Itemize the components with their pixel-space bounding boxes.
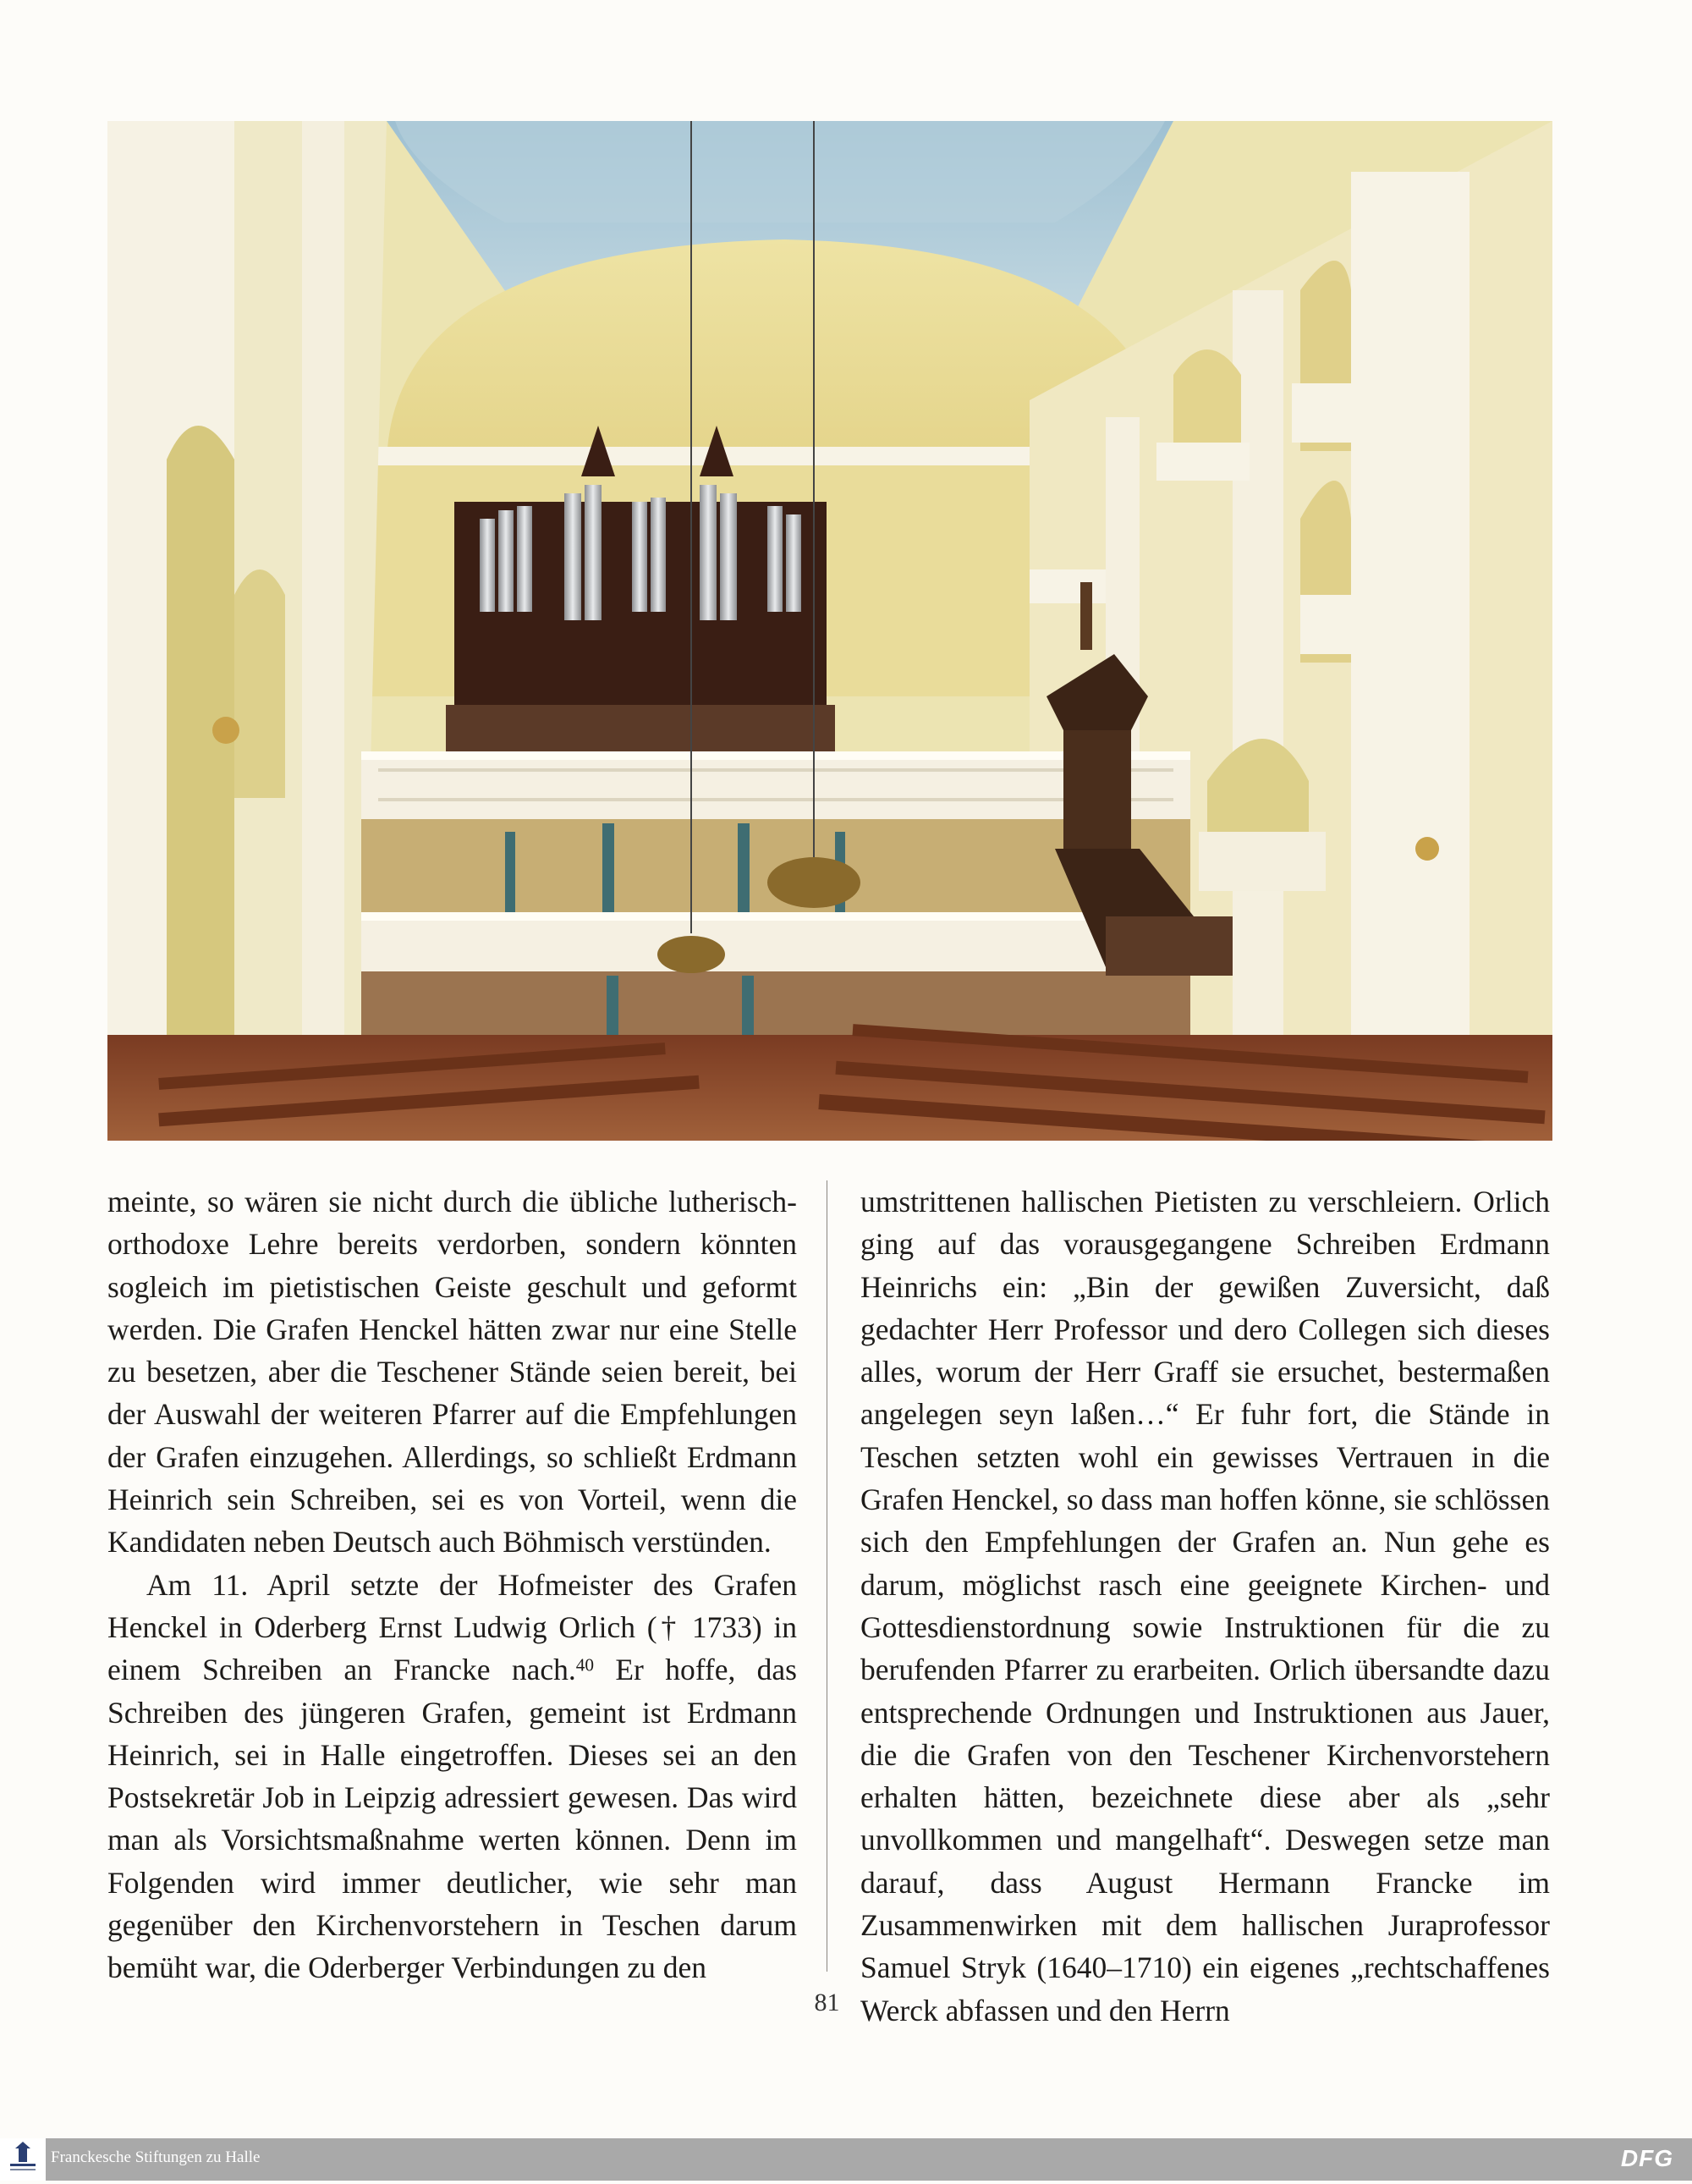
footer-bar xyxy=(0,2138,1692,2181)
dfg-logo: DFG xyxy=(1620,2145,1673,2171)
right-text-column xyxy=(860,1180,1550,2032)
footnote-marker: 40 xyxy=(575,1654,595,1675)
page-number: 81 xyxy=(814,1989,840,2016)
church-interior-photo xyxy=(107,121,1552,1141)
institution-logo-icon xyxy=(0,2138,46,2181)
paragraph: meinte, so wären sie nicht durch die übliche lutherisch-orthodoxe Lehre bereits verdorben, sondern könnten sogleich im pietistischen Geiste geschult und geformt werden. Die Grafen Henckel hätten zwar nur eine Stelle zu besetzen, aber die Teschener Stände seien bereit, bei der Auswahl der weiteren Pfarrer auf die Empfehlungen der Grafen einzugehen. Allerdings, so schließt Erdmann Heinrich sein Schreiben, sei es von Vorteil, wenn die Kandidaten neben Deutsch auch Böhmisch verstünden. xyxy=(107,1185,797,1560)
church-interior-illustration xyxy=(107,121,1552,1141)
paragraph-text: Am 11. April setzte der Hofmeister des Grafen Henckel in Oderberg Ernst Ludwig Orlich († 1733) in einem Schreiben an Francke nach. xyxy=(107,1567,797,1687)
footer-institution: Franckesche Stiftungen zu Halle xyxy=(51,2148,261,2166)
paragraph-text: Er hoffe, das Schreiben des jüngeren Grafen, gemeint ist Erdmann Heinrich, sei in Halle eingetroffen. Dieses sei an den Postsekretär Job in Leipzig adressiert gewesen. Das wird man als Vorsichtsmaßnahme werten können. Denn im Folgenden wird immer deutlicher, wie sehr man gegenüber den Kirchenvorstehern in Teschen darum bemüht war, die Oderberger Verbindungen zu den xyxy=(107,1653,798,1985)
paragraph: umstrittenen hallischen Pietisten zu verschleiern. Orlich ging auf das vorausgegangene Schreiben Erdmann Heinrichs ein: „Bin der gewißen Zuversicht, daß gedachter Herr Professor und dero Collegen sich dieses alles, worum der Herr Graff sie ersuchet, bestermaßen angelegen seyn laßen…“ Er fuhr fort, die Stände in Teschen setzten wohl ein gewisses Vertrauen in die Grafen Henckel, so dass man hoffen könne, sie schlössen sich den Empfehlungen der Grafen an. Nun gehe es darum, möglichst rasch eine geeignete Kirchen- und Gottesdienstordnung sowie Instruktionen für die zu berufenden Pfarrer zu erarbeiten. Orlich übersandte dazu entsprechende Ordnungen und Instruktionen aus Jauer, die die Grafen von den Teschener Kirchenvorstehern erhalten hätten, bezeichnete diese aber als „sehr unvollkommen und mangelhaft“. Deswegen setze man darauf, dass August Hermann Francke im Zusammenwirken mit dem hallischen Juraprofessor Samuel Stryk (1640–1710) ein eigenes „rechtschaffenes Werck abfassen und den Herrn xyxy=(860,1185,1550,2027)
paragraph xyxy=(107,1564,797,1989)
left-text-column xyxy=(107,1180,797,1989)
